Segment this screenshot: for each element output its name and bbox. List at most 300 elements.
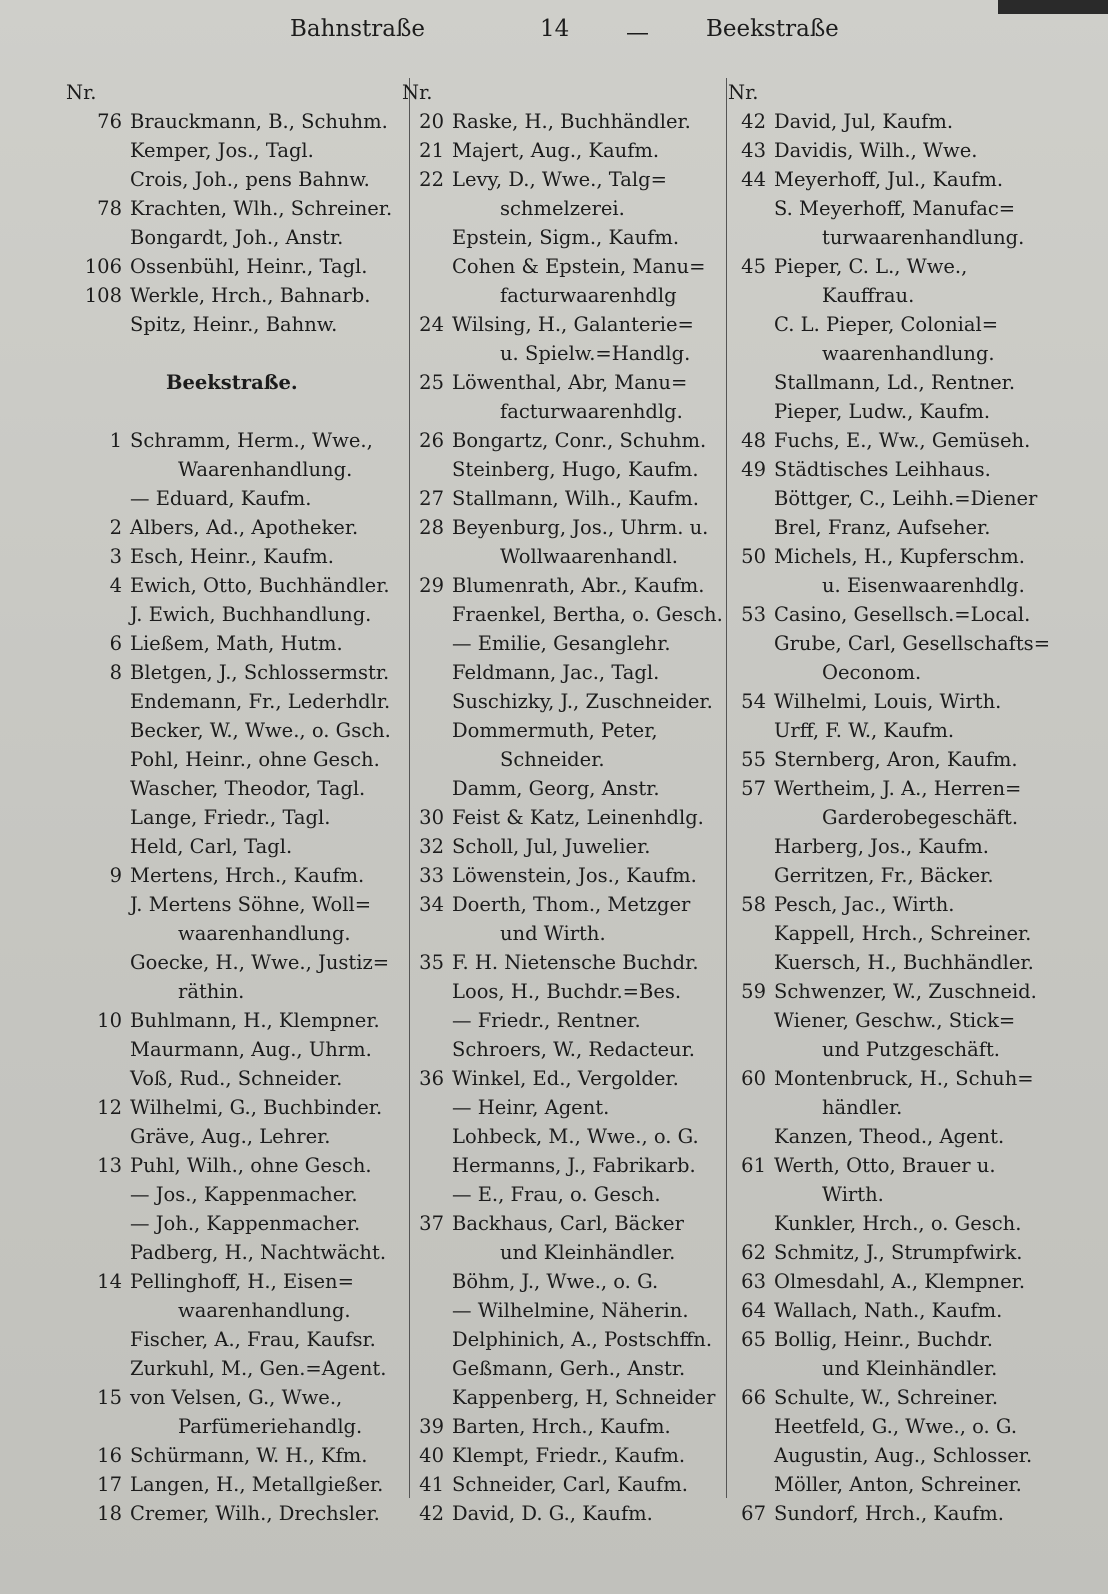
directory-entry xyxy=(402,1412,722,1441)
entry-text: Waarenhandlung. xyxy=(178,458,353,481)
directory-entry xyxy=(728,1151,1062,1180)
house-number xyxy=(66,716,130,745)
directory-entry xyxy=(402,194,722,223)
house-number: 62 xyxy=(741,1241,766,1264)
directory-entry xyxy=(728,716,1062,745)
entry-text: Raske, H., Buchhändler. xyxy=(452,110,691,133)
house-number xyxy=(728,658,774,687)
house-number: 48 xyxy=(741,429,766,452)
entry-text: Bollig, Heinr., Buchdr. xyxy=(774,1328,994,1351)
directory-entry xyxy=(66,397,402,426)
directory-entry xyxy=(66,1470,402,1499)
house-number: 42 xyxy=(419,1502,444,1525)
entry-text: Klempt, Friedr., Kaufm. xyxy=(452,1444,686,1467)
house-number xyxy=(66,803,130,832)
directory-entry xyxy=(402,832,722,861)
entry-text: Fischer, A., Frau, Kaufsr. xyxy=(130,1328,376,1351)
entry-text: Harberg, Jos., Kaufm. xyxy=(774,835,989,858)
house-number: 42 xyxy=(741,110,766,133)
house-number: 106 xyxy=(84,255,122,278)
directory-entry xyxy=(402,397,722,426)
directory-entry xyxy=(728,1296,1062,1325)
directory-entry xyxy=(66,542,402,571)
header-left-street: Bahnstraße xyxy=(290,16,425,42)
house-number xyxy=(728,281,774,310)
entry-text: Böttger, C., Leihh.=Diener xyxy=(774,487,1038,510)
directory-entry xyxy=(66,310,402,339)
directory-entry xyxy=(402,107,722,136)
directory-entry xyxy=(728,745,1062,774)
directory-entry xyxy=(402,455,722,484)
directory-entry xyxy=(402,1151,722,1180)
entry-text xyxy=(130,339,402,368)
entry-text: Pohl, Heinr., ohne Gesch. xyxy=(130,748,380,771)
directory-entry xyxy=(728,1267,1062,1296)
directory-entry xyxy=(402,1209,722,1238)
house-number: 43 xyxy=(741,139,766,162)
entry-text: Kappenberg, H, Schneider xyxy=(452,1386,716,1409)
house-number: 39 xyxy=(419,1415,444,1438)
house-number: 18 xyxy=(97,1502,122,1525)
house-number xyxy=(402,1122,452,1151)
directory-entry xyxy=(728,252,1062,281)
house-number: 33 xyxy=(419,864,444,887)
section-heading xyxy=(66,368,402,397)
directory-entry xyxy=(728,1441,1062,1470)
directory-entry xyxy=(66,890,402,919)
entry-text: Wallach, Nath., Kaufm. xyxy=(774,1299,1003,1322)
column-2 xyxy=(402,78,722,1528)
house-number xyxy=(402,1354,452,1383)
house-number xyxy=(402,658,452,687)
house-number: 66 xyxy=(741,1386,766,1409)
directory-entry xyxy=(728,861,1062,890)
house-number xyxy=(66,948,130,977)
directory-entry xyxy=(402,803,722,832)
house-number xyxy=(66,1325,130,1354)
house-number xyxy=(66,339,130,368)
house-number xyxy=(728,484,774,513)
house-number: 49 xyxy=(741,458,766,481)
house-number: 108 xyxy=(84,284,122,307)
column-1 xyxy=(66,78,402,1528)
entry-text: Loos, H., Buchdr.=Bes. xyxy=(452,980,682,1003)
house-number xyxy=(402,281,452,310)
house-number xyxy=(402,1035,452,1064)
house-number xyxy=(66,368,130,397)
directory-entry xyxy=(402,339,722,368)
house-number xyxy=(66,1035,130,1064)
entry-text: Pesch, Jac., Wirth. xyxy=(774,893,955,916)
directory-entry xyxy=(402,629,722,658)
house-number: 53 xyxy=(741,603,766,626)
house-number: 2 xyxy=(109,516,122,539)
entry-text: Ossenbühl, Heinr., Tagl. xyxy=(130,255,368,278)
house-number xyxy=(402,1267,452,1296)
directory-entry xyxy=(728,107,1062,136)
directory-entry xyxy=(728,629,1062,658)
entry-text: Mertens, Hrch., Kaufm. xyxy=(130,864,365,887)
house-number: 27 xyxy=(419,487,444,510)
directory-entry xyxy=(728,1325,1062,1354)
entry-text: Löwenthal, Abr, Manu= xyxy=(452,371,688,394)
directory-entry xyxy=(66,281,402,310)
house-number xyxy=(728,1006,774,1035)
house-number xyxy=(66,745,130,774)
house-number xyxy=(728,1412,774,1441)
directory-entry xyxy=(402,310,722,339)
directory-entry xyxy=(402,890,722,919)
entry-text: Schramm, Herm., Wwe., xyxy=(130,429,373,452)
directory-entry xyxy=(402,861,722,890)
house-number: 37 xyxy=(419,1212,444,1235)
directory-entry xyxy=(728,1470,1062,1499)
house-number xyxy=(402,1325,452,1354)
entry-text: — E., Frau, o. Gesch. xyxy=(452,1183,661,1206)
house-number: 8 xyxy=(109,661,122,684)
directory-entry xyxy=(402,687,722,716)
house-number xyxy=(402,223,452,252)
entry-text: Feist & Katz, Leinenhdlg. xyxy=(452,806,704,829)
directory-entry xyxy=(66,1296,402,1325)
entry-text: Wilsing, H., Galanterie= xyxy=(452,313,694,336)
house-number: 15 xyxy=(97,1386,122,1409)
entry-text: und Kleinhändler. xyxy=(500,1241,676,1264)
directory-entry xyxy=(402,948,722,977)
entry-text: Schneider, Carl, Kaufm. xyxy=(452,1473,688,1496)
house-number: 30 xyxy=(419,806,444,829)
house-number xyxy=(402,1006,452,1035)
directory-entry xyxy=(728,1412,1062,1441)
house-number: 45 xyxy=(741,255,766,278)
entry-text: waarenhandlung. xyxy=(822,342,995,365)
entry-text: Steinberg, Hugo, Kaufm. xyxy=(452,458,699,481)
directory-entry xyxy=(728,1499,1062,1528)
header-right-street: Beekstraße xyxy=(706,16,839,42)
house-number xyxy=(66,223,130,252)
directory-entry xyxy=(66,745,402,774)
entry-text: J. Mertens Söhne, Woll= xyxy=(130,893,372,916)
directory-entry xyxy=(66,1354,402,1383)
entry-text: Bongardt, Joh., Anstr. xyxy=(130,226,344,249)
house-number xyxy=(402,1383,452,1412)
entry-text: Kunkler, Hrch., o. Gesch. xyxy=(774,1212,1022,1235)
house-number xyxy=(66,397,130,426)
directory-entry xyxy=(66,832,402,861)
directory-entry xyxy=(728,397,1062,426)
entry-text: Parfümeriehandlg. xyxy=(178,1415,363,1438)
directory-entry xyxy=(66,165,402,194)
directory-entry xyxy=(66,513,402,542)
house-number xyxy=(66,832,130,861)
entry-text: Oeconom. xyxy=(822,661,922,684)
directory-entry xyxy=(728,948,1062,977)
house-number xyxy=(66,1296,130,1325)
house-number xyxy=(728,1441,774,1470)
directory-entry xyxy=(402,542,722,571)
house-number: 28 xyxy=(419,516,444,539)
house-number xyxy=(728,1035,774,1064)
house-number xyxy=(728,397,774,426)
directory-entry xyxy=(66,861,402,890)
directory-entry xyxy=(402,1470,722,1499)
directory-entry xyxy=(66,1151,402,1180)
entry-text: Langen, H., Metallgießer. xyxy=(130,1473,384,1496)
house-number: 40 xyxy=(419,1444,444,1467)
house-number: 35 xyxy=(419,951,444,974)
house-number xyxy=(66,484,130,513)
entry-text: C. L. Pieper, Colonial= xyxy=(774,313,999,336)
house-number xyxy=(402,1238,452,1267)
entry-text: Endemann, Fr., Lederhdlr. xyxy=(130,690,391,713)
entry-text: Beyenburg, Jos., Uhrm. u. xyxy=(452,516,709,539)
house-number xyxy=(402,774,452,803)
nr-label: Nr. xyxy=(728,81,759,104)
entry-text: Schwenzer, W., Zuschneid. xyxy=(774,980,1037,1003)
directory-entry xyxy=(402,1035,722,1064)
entry-text: Schroers, W., Redacteur. xyxy=(452,1038,695,1061)
directory-entry xyxy=(66,1209,402,1238)
house-number: 21 xyxy=(419,139,444,162)
house-number xyxy=(402,919,452,948)
entry-text: Pieper, Ludw., Kaufm. xyxy=(774,400,991,423)
directory-entry xyxy=(66,455,402,484)
directory-entry xyxy=(728,223,1062,252)
entry-text: — Emilie, Gesanglehr. xyxy=(452,632,671,655)
directory-entry xyxy=(728,136,1062,165)
directory-entry xyxy=(402,1238,722,1267)
entry-text: Grube, Carl, Gesellschafts= xyxy=(774,632,1051,655)
house-number: 34 xyxy=(419,893,444,916)
directory-entry xyxy=(66,339,402,368)
entry-text: Voß, Rud., Schneider. xyxy=(130,1067,343,1090)
directory-entry xyxy=(402,1122,722,1151)
house-number: 32 xyxy=(419,835,444,858)
house-number xyxy=(66,1209,130,1238)
entry-text: Puhl, Wilh., ohne Gesch. xyxy=(130,1154,372,1177)
house-number xyxy=(728,1122,774,1151)
directory-entry xyxy=(66,426,402,455)
entry-text: Feldmann, Jac., Tagl. xyxy=(452,661,660,684)
entry-text: Garderobegeschäft. xyxy=(822,806,1019,829)
directory-entry xyxy=(402,716,722,745)
entry-text: Cohen & Epstein, Manu= xyxy=(452,255,706,278)
directory-entry xyxy=(66,600,402,629)
column-3 xyxy=(728,78,1062,1528)
directory-entry xyxy=(728,426,1062,455)
house-number xyxy=(66,165,130,194)
directory-entry xyxy=(728,1354,1062,1383)
entry-text: Schmitz, J., Strumpfwirk. xyxy=(774,1241,1023,1264)
house-number xyxy=(66,1180,130,1209)
directory-entry xyxy=(402,1354,722,1383)
directory-entry xyxy=(66,716,402,745)
nr-label: Nr. xyxy=(402,81,433,104)
house-number xyxy=(728,629,774,658)
directory-entry xyxy=(66,1267,402,1296)
house-number: 20 xyxy=(419,110,444,133)
house-number: 44 xyxy=(741,168,766,191)
directory-entry xyxy=(728,1383,1062,1412)
entry-text: Casino, Gesellsch.=Local. xyxy=(774,603,1031,626)
entry-text: Schulte, W., Schreiner. xyxy=(774,1386,999,1409)
house-number: 50 xyxy=(741,545,766,568)
directory-entry xyxy=(66,136,402,165)
directory-entry xyxy=(66,1122,402,1151)
house-number: 22 xyxy=(419,168,444,191)
entry-text: Ließem, Math, Hutm. xyxy=(130,632,343,655)
directory-entry xyxy=(402,252,722,281)
entry-text: Urff, F. W., Kaufm. xyxy=(774,719,955,742)
entry-text: händler. xyxy=(822,1096,903,1119)
entry-text: und Wirth. xyxy=(500,922,606,945)
entry-text: Esch, Heinr., Kaufm. xyxy=(130,545,334,568)
directory-entry xyxy=(728,1209,1062,1238)
entry-text: Gräve, Aug., Lehrer. xyxy=(130,1125,331,1148)
house-number: 63 xyxy=(741,1270,766,1293)
house-number xyxy=(66,687,130,716)
column-nr-label xyxy=(728,78,1062,107)
house-number xyxy=(66,600,130,629)
column-divider xyxy=(726,78,727,1498)
house-number: 24 xyxy=(419,313,444,336)
house-number xyxy=(728,310,774,339)
house-number: 78 xyxy=(97,197,122,220)
entry-text: Sternberg, Aron, Kaufm. xyxy=(774,748,1018,771)
entry-text: Held, Carl, Tagl. xyxy=(130,835,293,858)
house-number xyxy=(728,803,774,832)
house-number xyxy=(66,919,130,948)
entry-text: F. H. Nietensche Buchdr. xyxy=(452,951,699,974)
entry-text: — Heinr, Agent. xyxy=(452,1096,610,1119)
entry-text: David, D. G., Kaufm. xyxy=(452,1502,653,1525)
entry-text: J. Ewich, Buchhandlung. xyxy=(130,603,372,626)
entry-text: Cremer, Wilh., Drechsler. xyxy=(130,1502,380,1525)
entry-text: räthin. xyxy=(178,980,245,1003)
house-number xyxy=(728,571,774,600)
house-number xyxy=(402,1180,452,1209)
entry-text: Schneider. xyxy=(500,748,605,771)
entry-text: turwaarenhandlung. xyxy=(822,226,1025,249)
directory-entry xyxy=(728,832,1062,861)
entry-text: — Wilhelmine, Näherin. xyxy=(452,1299,689,1322)
entry-text: Olmesdahl, A., Klempner. xyxy=(774,1270,1026,1293)
house-number: 55 xyxy=(741,748,766,771)
entry-text: von Velsen, G., Wwe., xyxy=(130,1386,343,1409)
house-number xyxy=(66,310,130,339)
house-number: 25 xyxy=(419,371,444,394)
directory-entry xyxy=(66,223,402,252)
nr-label: Nr. xyxy=(66,81,97,104)
entry-text: Lohbeck, M., Wwe., o. G. xyxy=(452,1125,699,1148)
directory-entry xyxy=(728,368,1062,397)
entry-text: Brauckmann, B., Schuhm. xyxy=(130,110,388,133)
directory-entry xyxy=(402,1325,722,1354)
column-nr-label xyxy=(402,78,722,107)
house-number: 64 xyxy=(741,1299,766,1322)
house-number xyxy=(728,194,774,223)
directory-entry xyxy=(402,1093,722,1122)
house-number xyxy=(66,977,130,1006)
entry-text: Wertheim, J. A., Herren= xyxy=(774,777,1022,800)
entry-text: Werth, Otto, Brauer u. xyxy=(774,1154,996,1177)
directory-entry xyxy=(66,1499,402,1528)
house-number xyxy=(728,1093,774,1122)
entry-text: Sundorf, Hrch., Kaufm. xyxy=(774,1502,1005,1525)
entry-text: Stallmann, Wilh., Kaufm. xyxy=(452,487,699,510)
house-number xyxy=(728,339,774,368)
entry-text: Schürmann, W. H., Kfm. xyxy=(130,1444,368,1467)
entry-text: Löwenstein, Jos., Kaufm. xyxy=(452,864,697,887)
entry-text: Albers, Ad., Apotheker. xyxy=(130,516,359,539)
house-number xyxy=(402,977,452,1006)
directory-entry xyxy=(728,165,1062,194)
column-nr-label xyxy=(66,78,402,107)
house-number: 65 xyxy=(741,1328,766,1351)
entry-text: Levy, D., Wwe., Talg= xyxy=(452,168,667,191)
directory-entry xyxy=(728,310,1062,339)
directory-entry xyxy=(66,774,402,803)
entry-text: Winkel, Ed., Vergolder. xyxy=(452,1067,679,1090)
house-number: 61 xyxy=(741,1154,766,1177)
directory-entry xyxy=(402,484,722,513)
directory-entry xyxy=(66,687,402,716)
house-number xyxy=(66,1412,130,1441)
house-number xyxy=(402,1151,452,1180)
entry-text: Wollwaarenhandl. xyxy=(500,545,678,568)
directory-entry xyxy=(66,194,402,223)
house-number xyxy=(728,513,774,542)
directory-entry xyxy=(66,1238,402,1267)
scan-edge xyxy=(998,0,1108,14)
directory-entry xyxy=(402,1006,722,1035)
entry-text: Buhlmann, H., Klempner. xyxy=(130,1009,380,1032)
house-number xyxy=(66,1238,130,1267)
directory-entry xyxy=(66,629,402,658)
house-number xyxy=(66,890,130,919)
entry-text: Becker, W., Wwe., o. Gsch. xyxy=(130,719,391,742)
entry-text: Kappell, Hrch., Schreiner. xyxy=(774,922,1032,945)
directory-entry xyxy=(66,1325,402,1354)
directory-entry xyxy=(66,1412,402,1441)
house-number xyxy=(402,542,452,571)
entry-text: Kuersch, H., Buchhändler. xyxy=(774,951,1034,974)
entry-text: u. Eisenwaarenhdlg. xyxy=(822,574,1025,597)
directory-entry xyxy=(728,1064,1062,1093)
page-header xyxy=(0,16,1108,48)
directory-entry xyxy=(66,1383,402,1412)
entry-text: Böhm, J., Wwe., o. G. xyxy=(452,1270,659,1293)
house-number: 29 xyxy=(419,574,444,597)
house-number xyxy=(402,687,452,716)
directory-entry xyxy=(66,1093,402,1122)
directory-entry xyxy=(402,1180,722,1209)
directory-entry xyxy=(728,542,1062,571)
house-number xyxy=(728,1180,774,1209)
entry-text: Gerritzen, Fr., Bäcker. xyxy=(774,864,994,887)
directory-entry xyxy=(728,687,1062,716)
house-number: 41 xyxy=(419,1473,444,1496)
entry-text: Fraenkel, Bertha, o. Gesch. xyxy=(452,603,723,626)
entry-text: Pellinghoff, H., Eisen= xyxy=(130,1270,354,1293)
directory-entry xyxy=(66,977,402,1006)
house-number xyxy=(728,832,774,861)
page-number: 14 xyxy=(540,16,570,42)
directory-entry xyxy=(402,165,722,194)
directory-entry xyxy=(66,484,402,513)
entry-text: Wiener, Geschw., Stick= xyxy=(774,1009,1016,1032)
entry-text: Lange, Friedr., Tagl. xyxy=(130,806,331,829)
